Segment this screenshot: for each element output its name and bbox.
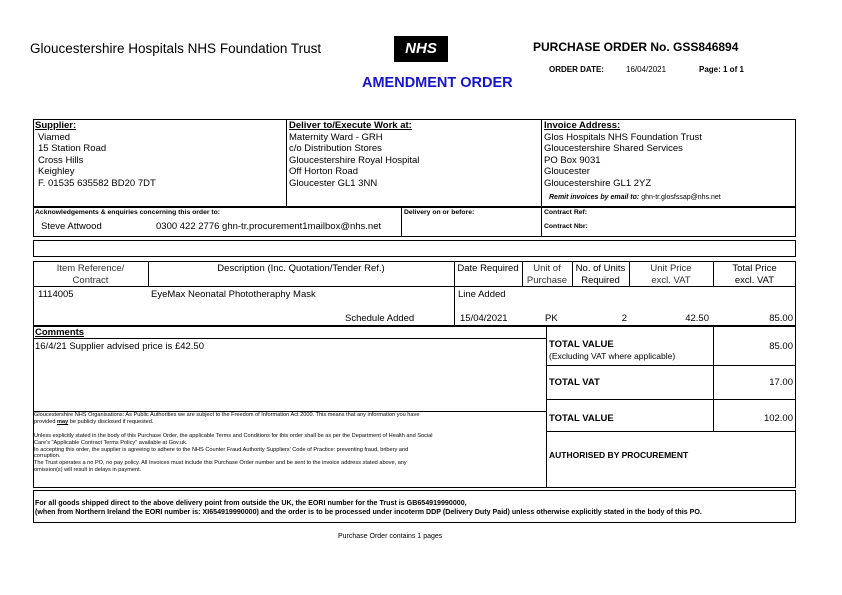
row-date: 15/04/2021 [460, 313, 508, 324]
order-date-label: ORDER DATE: [549, 65, 604, 74]
contract-nbr-label: Contract Nbr: [544, 223, 588, 230]
th-date-required: Date Required [457, 263, 519, 274]
th-total-price [713, 263, 796, 286]
row-total: 85.00 [769, 313, 793, 324]
supplier-section [35, 120, 156, 190]
invoice-line: Gloucester [544, 166, 590, 178]
invoice-line: PO Box 9031 [544, 154, 601, 166]
terms-line: In accepting this order, the supplier is agreeing to adhere to the NHS Counter Fraud Authority Suppliers' Code of Practice: preventing fraud, bribery and [34, 446, 409, 453]
th-item-ref-line: Contract [72, 274, 109, 286]
th-unit-line: Purchase [526, 274, 568, 286]
supplier-line: Cross Hills [38, 154, 84, 166]
remit-line [549, 194, 721, 201]
contact-name: Steve Attwood [41, 221, 102, 232]
remit-email: ghn-tr.glosfssap@nhs.net [641, 194, 721, 201]
contact-phone-email: 0300 422 2776 ghn-tr.procurement1mailbox@nhs.net [156, 221, 382, 232]
nhs-logo: NHS [394, 36, 448, 62]
th-unit-line: Unit of [533, 263, 561, 274]
th-qty-line: No. of Units [575, 263, 626, 274]
th-price-line: Unit Price [650, 263, 692, 274]
foi-notice [34, 412, 544, 426]
row-price: 42.50 [685, 313, 709, 324]
row-description: EyeMax Neonatal Phototheraphy Mask [151, 289, 316, 300]
spacer-strip [33, 240, 796, 257]
footer-page-count: Purchase Order contains 1 pages [338, 533, 443, 540]
supplier-line: Keighley [38, 166, 75, 178]
th-price-line: excl. VAT [651, 274, 691, 286]
row-qty: 2 [621, 313, 627, 324]
supplier-label: Supplier: [35, 120, 77, 131]
contract-ref-label: Contract Ref: [544, 209, 588, 216]
th-item-ref-line: Item Reference/ [56, 263, 125, 274]
supplier-line: Viamed [38, 131, 71, 143]
th-unit-price [629, 263, 713, 286]
ack-label: Acknowledgements & enquiries concerning this order to: [35, 209, 221, 216]
deliver-line: Gloucestershire Royal Hospital [289, 154, 420, 166]
row-item-ref: 1114005 [38, 289, 74, 300]
invoice-line: Gloucestershire Shared Services [544, 143, 683, 155]
deliver-line: Gloucester GL1 3NN [289, 177, 378, 189]
supplier-line: F. 01535 635582 BD20 7DT [38, 177, 156, 189]
th-item-ref [33, 263, 148, 286]
comments-text: 16/4/21 Supplier advised price is £42.50 [35, 341, 205, 352]
deliver-line: c/o Distribution Stores [289, 143, 382, 155]
eori-line-1: For all goods shipped direct to the above delivery point from outside the UK, the EORI number for the Trust is GB654919990000, [35, 499, 467, 507]
deliver-line: Maternity Ward - GRH [289, 131, 383, 143]
row-line-status: Line Added [458, 289, 506, 300]
invoice-section [544, 120, 702, 190]
total-value-label: TOTAL VALUE [549, 339, 614, 350]
row-schedule-status: Schedule Added [345, 313, 415, 324]
foi-line [34, 419, 544, 426]
total-value-note: (Excluding VAT where applicable) [549, 351, 676, 361]
foi-text: be publicly disclosed if requested. [68, 418, 154, 425]
page-count: Page: 1 of 1 [699, 65, 744, 74]
remit-label: Remit invoices by email to: [549, 194, 640, 201]
grand-total: 102.00 [763, 413, 793, 424]
comments-label: Comments [35, 327, 85, 338]
terms-line: Care's "Applicable Contract Terms Policy" available at Gov.uk. [34, 439, 188, 446]
terms-line: omission(s) will result in delays in payment. [34, 466, 142, 473]
invoice-line: Glos Hospitals NHS Foundation Trust [544, 131, 702, 143]
th-qty-line: Required [581, 274, 620, 286]
deliver-line: Off Horton Road [289, 166, 359, 178]
eori-line-2: (when from Northern Ireland the EORI number is: XI654919990000) and the order is to be processed under incoterm DDP (Delivery Duty Paid) unless otherwise explicitly stated in the body of this PO. [35, 508, 702, 516]
terms-notice [34, 433, 544, 474]
deliver-section [289, 120, 419, 190]
terms-line: corruption. [34, 453, 61, 460]
trust-name: Gloucestershire Hospitals NHS Foundation Trust [30, 41, 322, 56]
po-title: PURCHASE ORDER No. GSS846894 [533, 40, 739, 54]
terms-line: Unless explicitly stated in the body of this Purchase Order, the applicable Terms and Conditions for this order shall be as per the Department of Health and Social [34, 433, 433, 439]
amendment-title: AMENDMENT ORDER [362, 75, 513, 91]
th-unit [522, 263, 572, 286]
foi-line: Gloucestershire NHS Organisations: As Public Authorities we are subject to the Freedom of Information Act 2000. This means that any information you have [34, 412, 420, 418]
foi-emphasis: may [57, 418, 69, 425]
grand-total-label: TOTAL VALUE [549, 413, 614, 424]
deliver-label: Deliver to/Execute Work at: [289, 120, 412, 131]
th-description: Description (Inc. Quotation/Tender Ref.) [217, 263, 385, 274]
foi-text: provided [34, 418, 58, 425]
invoice-label: Invoice Address: [544, 120, 621, 131]
total-vat-label: TOTAL VAT [549, 377, 600, 388]
invoice-line: Gloucestershire GL1 2YZ [544, 177, 652, 189]
delivery-label: Delivery on or before: [404, 209, 475, 216]
authorised-label: AUTHORISED BY PROCUREMENT [549, 450, 689, 460]
order-date: 16/04/2021 [626, 65, 667, 74]
total-vat: 17.00 [769, 377, 793, 388]
terms-line: The Trust operates a no PO, no pay policy. All Invoices must include this Purchase Order number and be sent to the invoice address stated above, any [34, 460, 407, 467]
total-value: 85.00 [769, 341, 793, 352]
row-unit: PK [545, 313, 558, 324]
th-qty [572, 263, 629, 286]
th-total-line: excl. VAT [734, 274, 775, 286]
supplier-line: 15 Station Road [38, 143, 107, 155]
th-total-line: Total Price [732, 263, 777, 274]
